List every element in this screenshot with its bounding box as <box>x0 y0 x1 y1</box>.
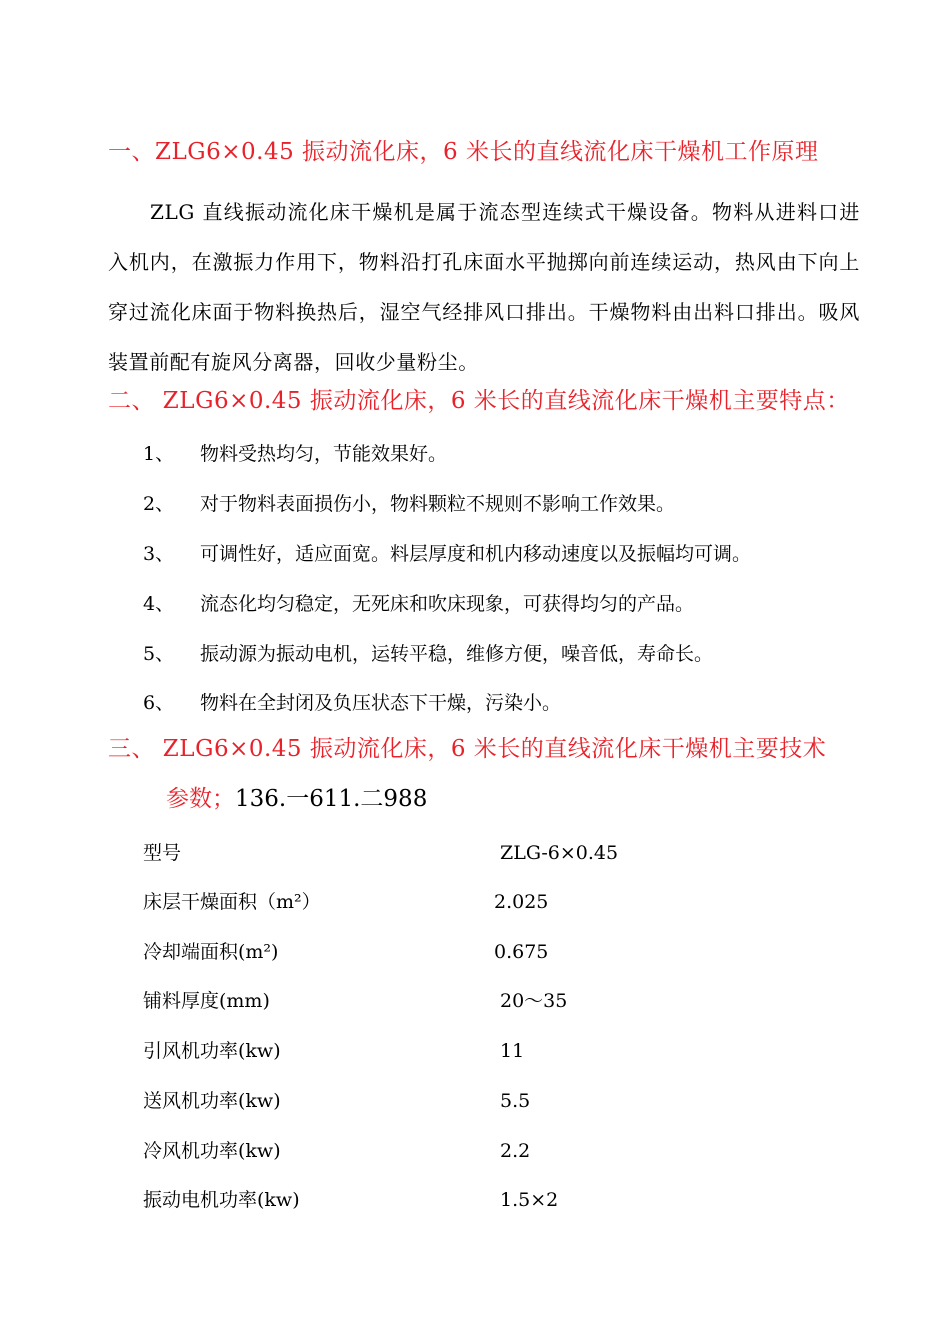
spec-label: 送风机功率(kw) <box>143 1090 281 1112</box>
feature-number: 2、 <box>143 493 175 515</box>
spec-row <box>143 1036 703 1066</box>
section3-heading: 三、 ZLG6×0.45 振动流化床，6 米长的直线流化床干燥机主要技术 <box>108 736 827 762</box>
spec-value: 2.025 <box>494 891 549 913</box>
section1-paragraph: ZLG 直线振动流化床干燥机是属于流态型连续式干燥设备。物料从进料口进入机内，在激振力作用下，物料沿打孔床面水平抛掷向前连续运动，热风由下向上穿过流化床面于物料换热后，湿空气经排风口排出。干燥物料由出料口排出。吸风装置前配有旋风分离器，回收少量粉尘。 <box>108 200 860 374</box>
feature-item <box>143 441 447 467</box>
section1-heading: 一、ZLG6×0.45 振动流化床，6 米长的直线流化床干燥机工作原理 <box>108 139 819 165</box>
feature-item <box>143 541 751 567</box>
spec-value: 1.5×2 <box>500 1189 559 1211</box>
spec-row <box>143 887 703 917</box>
spec-value: 11 <box>500 1040 525 1062</box>
spec-row <box>143 986 703 1016</box>
feature-item <box>143 491 675 517</box>
phone-number: 136.一611.二988 <box>235 786 428 812</box>
section2-heading: 二、 ZLG6×0.45 振动流化床，6 米长的直线流化床干燥机主要特点： <box>108 388 850 414</box>
feature-item <box>143 641 713 667</box>
spec-value: ZLG-6×0.45 <box>500 842 619 864</box>
spec-row <box>143 838 703 868</box>
spec-value: 2.2 <box>500 1140 531 1162</box>
spec-value: 5.5 <box>500 1090 531 1112</box>
feature-text: 物料受热均匀，节能效果好。 <box>200 443 448 465</box>
feature-number: 1、 <box>143 443 175 465</box>
feature-number: 6、 <box>143 692 175 714</box>
spec-row <box>143 1086 703 1116</box>
section3-heading-continuation <box>166 784 427 814</box>
feature-number: 5、 <box>143 643 175 665</box>
feature-text: 物料在全封闭及负压状态下干燥，污染小。 <box>200 692 562 714</box>
spec-row <box>143 1185 703 1215</box>
section3-heading-tail: 参数； <box>166 786 235 812</box>
feature-item <box>143 591 694 617</box>
feature-number: 4、 <box>143 593 175 615</box>
feature-text: 流态化均匀稳定，无死床和吹床现象，可获得均匀的产品。 <box>200 593 695 615</box>
spec-row <box>143 1136 703 1166</box>
spec-label: 冷却端面积(m²) <box>143 941 279 963</box>
spec-label: 冷风机功率(kw) <box>143 1140 281 1162</box>
spec-value: 0.675 <box>494 941 549 963</box>
spec-label: 振动电机功率(kw) <box>143 1189 300 1211</box>
feature-text: 对于物料表面损伤小，物料颗粒不规则不影响工作效果。 <box>200 493 676 515</box>
feature-number: 3、 <box>143 543 175 565</box>
feature-text: 振动源为振动电机，运转平稳，维修方便，噪音低，寿命长。 <box>200 643 714 665</box>
spec-label: 铺料厚度(mm) <box>143 990 270 1012</box>
spec-row <box>143 937 703 967</box>
feature-text: 可调性好，适应面宽。料层厚度和机内移动速度以及振幅均可调。 <box>200 543 752 565</box>
spec-label: 引风机功率(kw) <box>143 1040 281 1062</box>
feature-item <box>143 690 561 716</box>
spec-label: 床层干燥面积（m²） <box>143 891 321 913</box>
spec-value: 20～35 <box>500 990 568 1012</box>
spec-label: 型号 <box>143 842 182 864</box>
